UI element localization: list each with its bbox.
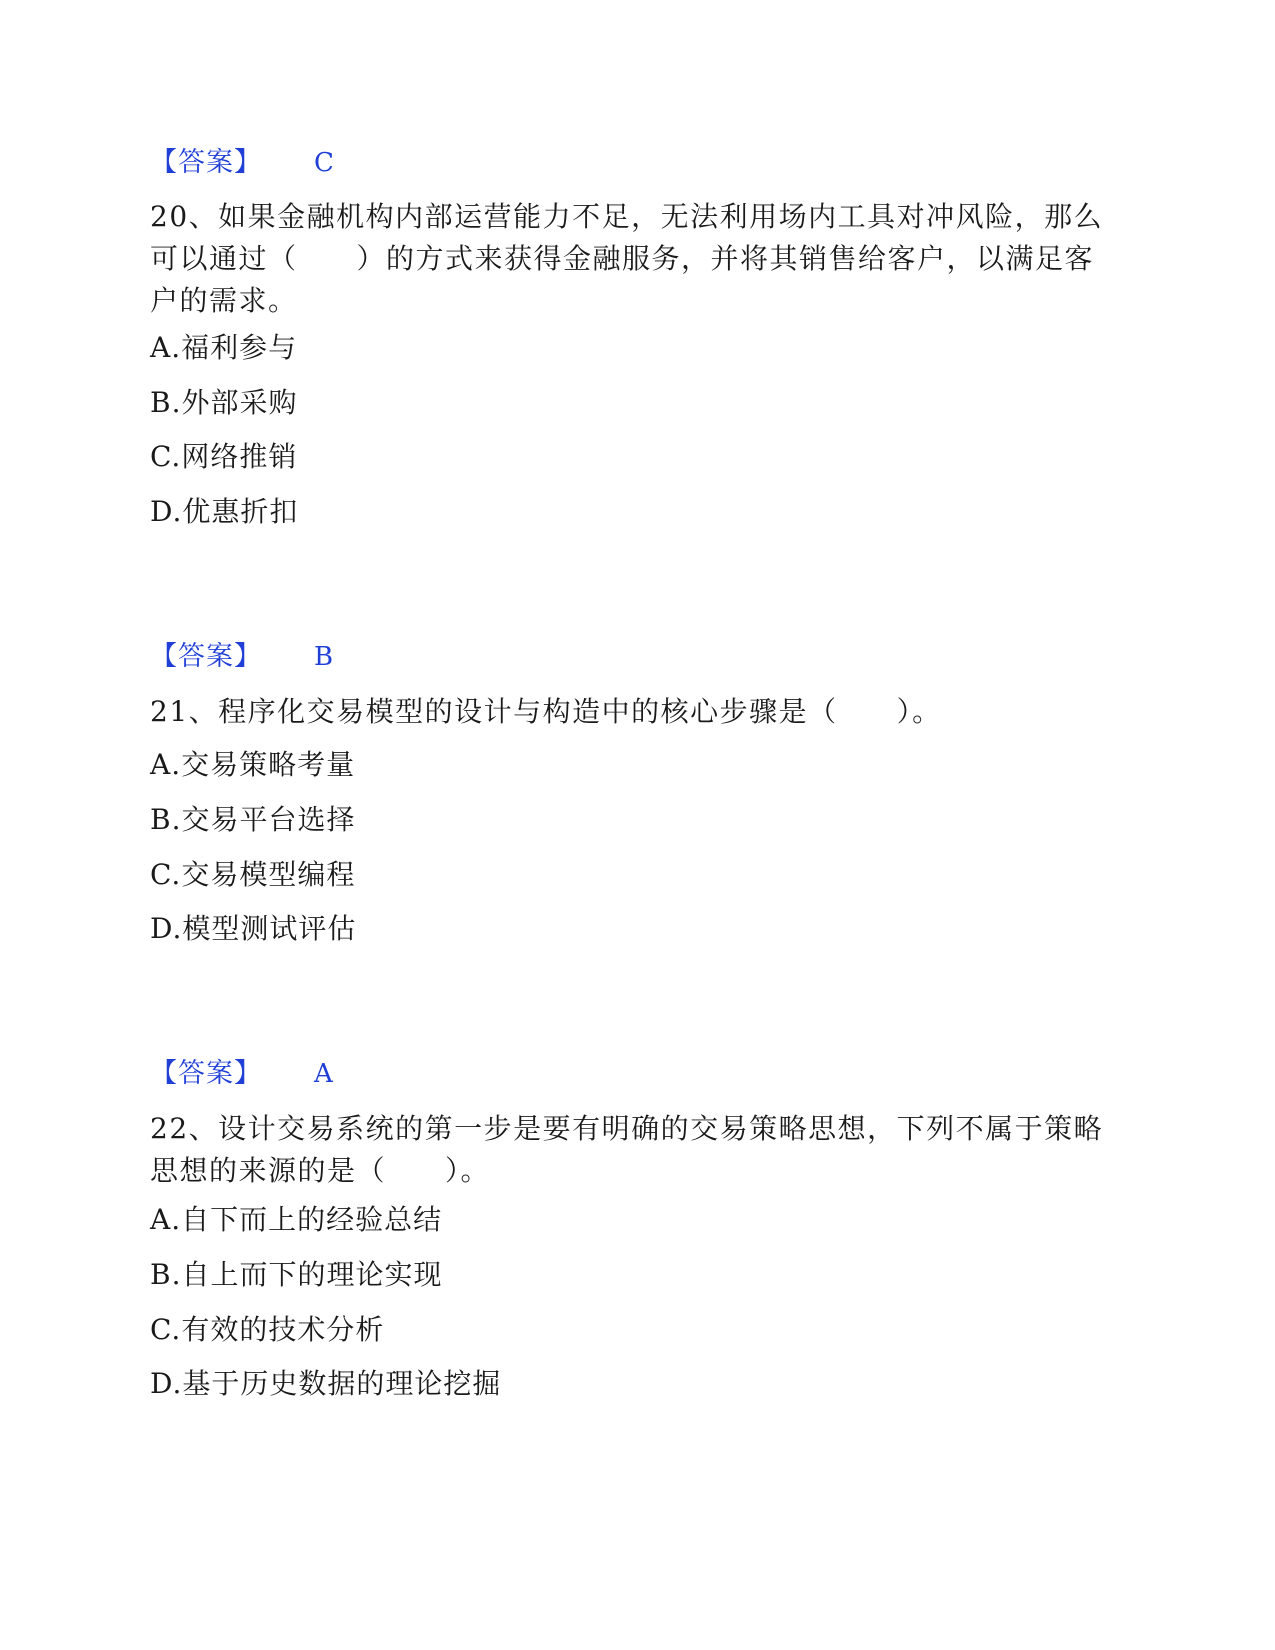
question-22-option-b: B.自上而下的理论实现: [150, 1258, 443, 1291]
question-22-text: 22、设计交易系统的第一步是要有明确的交易策略思想，下列不属于策略思想的来源的是（ ）。: [150, 1112, 1104, 1187]
question-20-option-d: D.优惠折扣: [150, 495, 299, 528]
answer-label: 【答案】: [150, 641, 262, 672]
question-22-option-d: D.基于历史数据的理论挖掘: [150, 1367, 502, 1400]
answer-line-20: [150, 636, 1110, 676]
question-20-option-c: C.网络推销: [150, 440, 298, 473]
question-21-option-a: A.交易策略考量: [150, 748, 356, 781]
answer-label: 【答案】: [150, 1058, 262, 1089]
answer-label: 【答案】: [150, 147, 262, 178]
question-22-option-a: A.自下而上的经验总结: [150, 1203, 443, 1236]
question-20-text: 20、如果金融机构内部运营能力不足，无法利用场内工具对冲风险，那么可以通过（ ）的方式来获得金融服务，并将其销售给客户，以满足客户的需求。: [150, 200, 1104, 317]
question-21-text: 21、程序化交易模型的设计与构造中的核心步骤是（ ）。: [150, 695, 942, 728]
answer-value: A: [314, 1059, 333, 1089]
question-22-option-c: C.有效的技术分析: [150, 1313, 385, 1346]
question-21-option-d: D.模型测试评估: [150, 912, 357, 945]
answer-value: C: [314, 148, 334, 178]
answer-value: B: [314, 642, 334, 672]
question-21-option-b: B.交易平台选择: [150, 803, 356, 836]
answer-line-19: [150, 142, 1110, 182]
question-20-option-b: B.外部采购: [150, 386, 298, 419]
answer-line-21: [150, 1053, 1110, 1093]
question-21-option-c: C.交易模型编程: [150, 858, 356, 891]
question-20-option-a: A.福利参与: [150, 331, 298, 364]
